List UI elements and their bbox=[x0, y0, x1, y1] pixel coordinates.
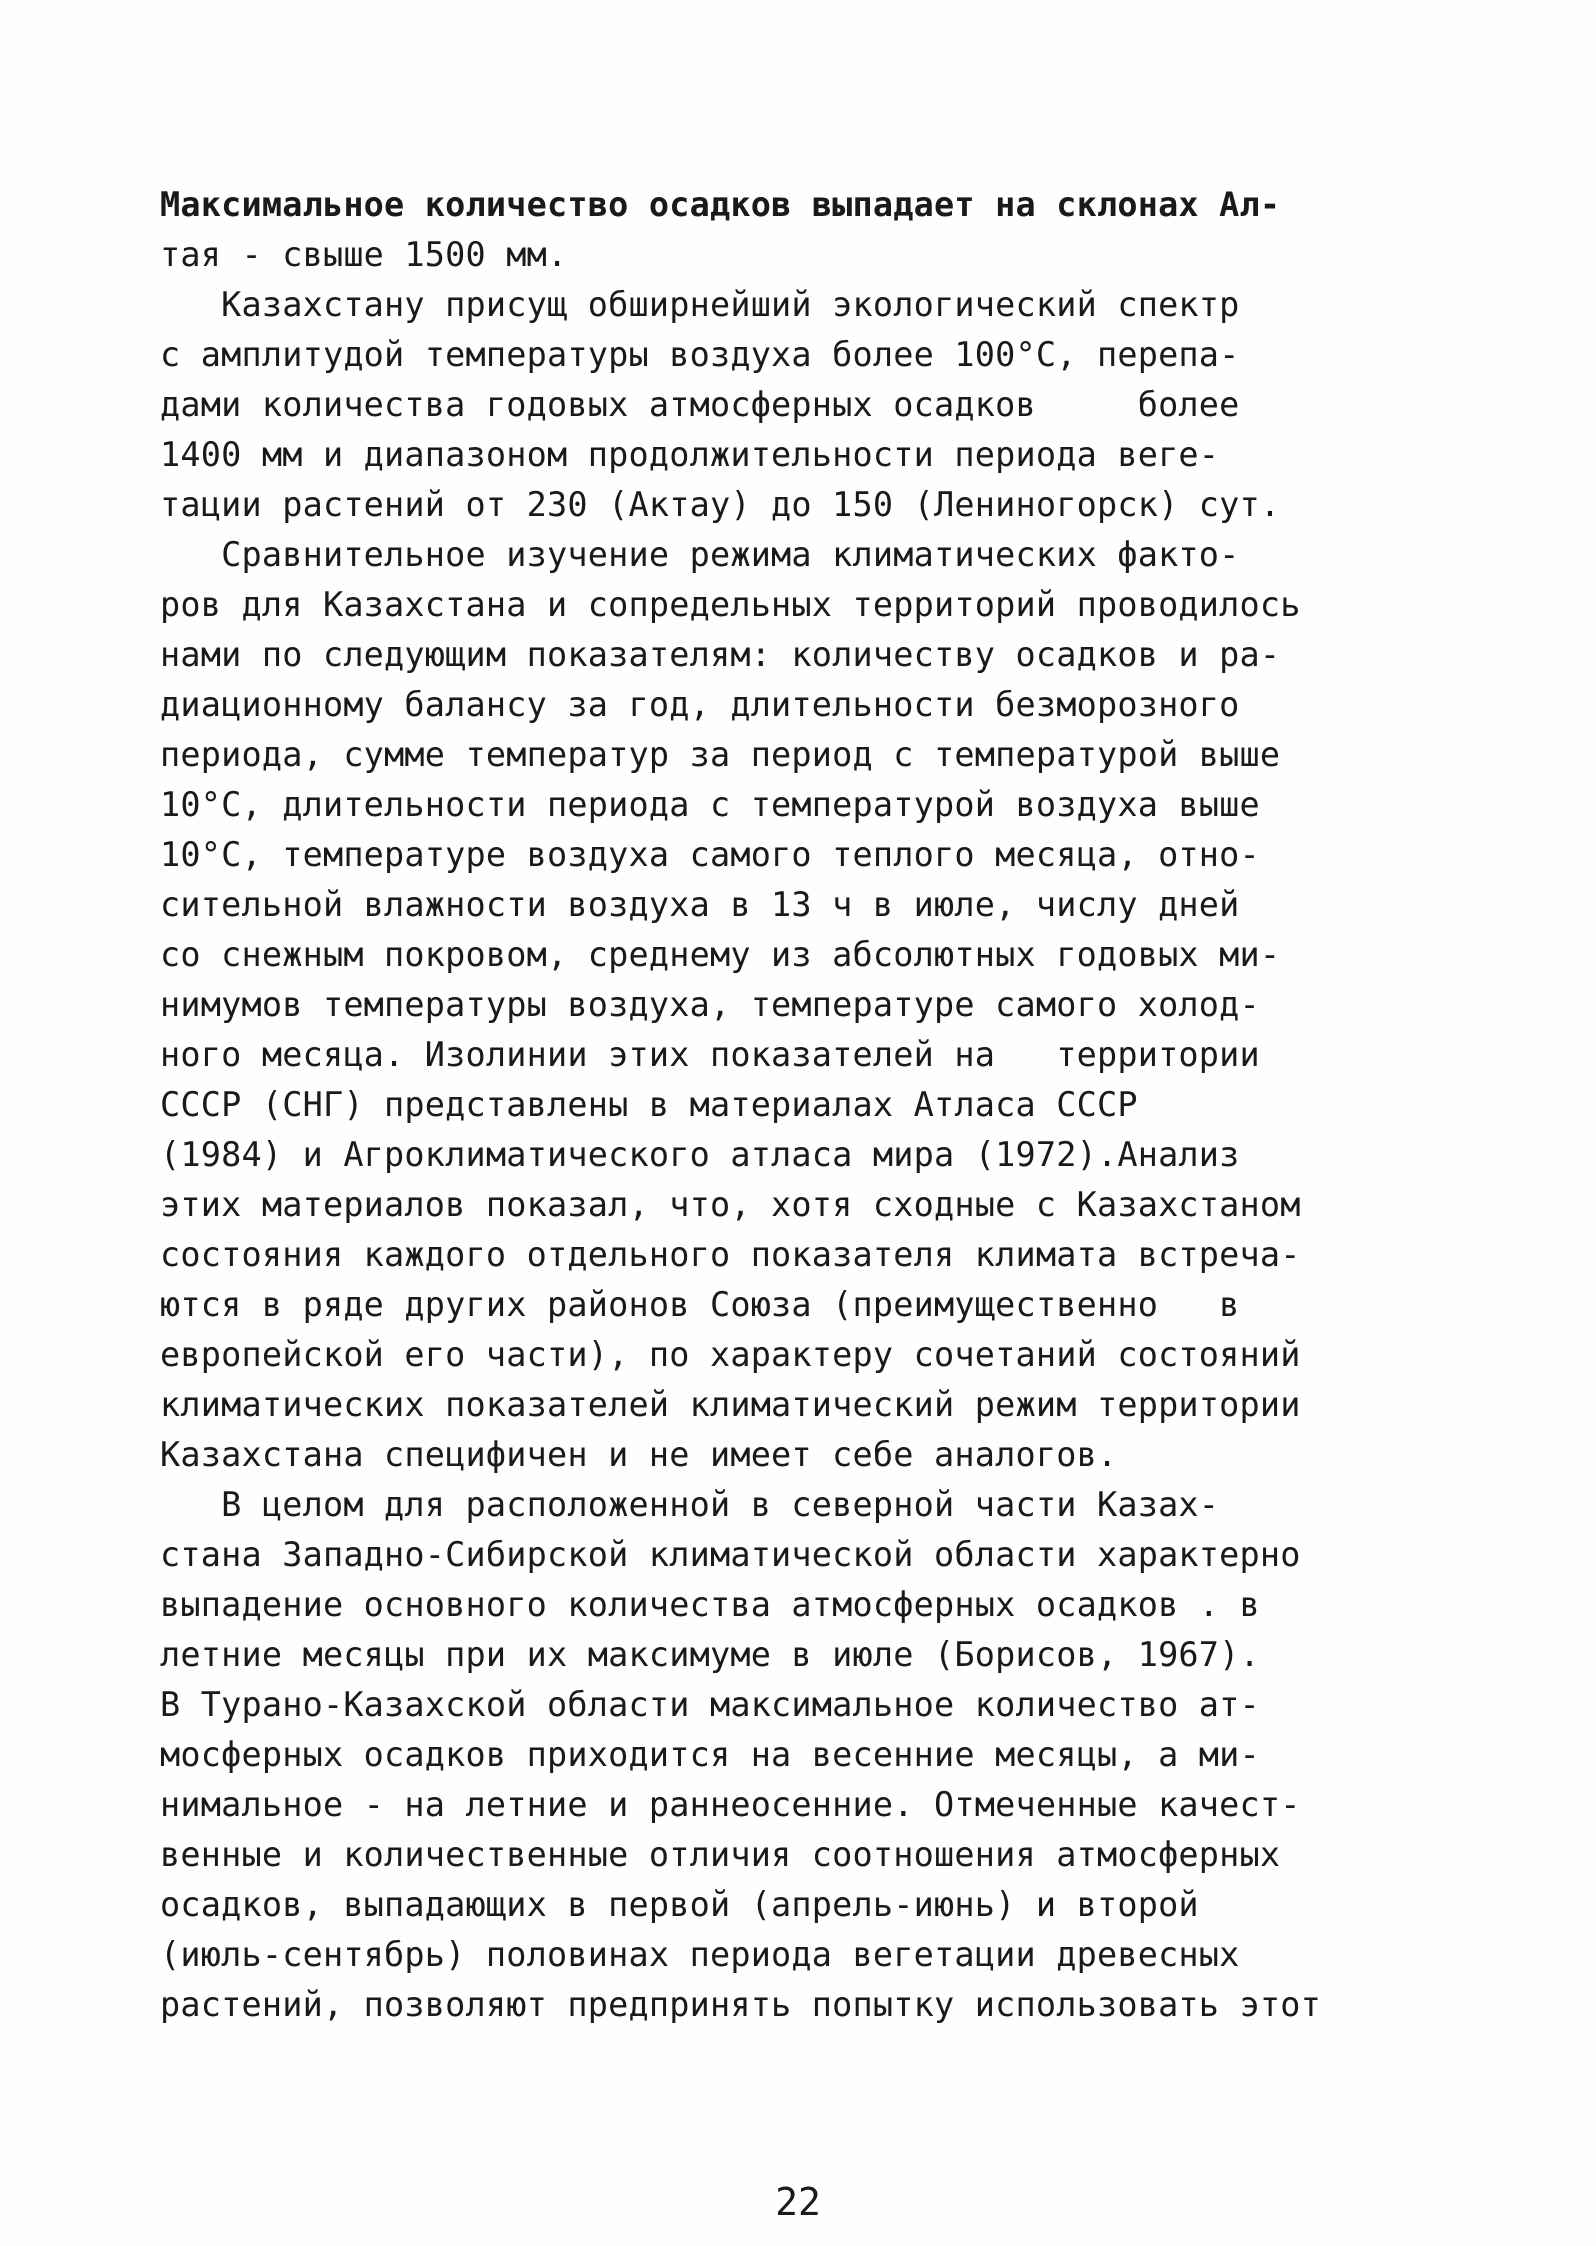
text-line: тая - свыше 1500 мм. bbox=[160, 235, 568, 274]
text-line: этих материалов показал, что, хотя сходные с Казахстаном bbox=[160, 1185, 1301, 1224]
text-line: Казахстана специфичен и не имеет себе аналогов. bbox=[160, 1435, 1118, 1474]
text-line: сительной влажности воздуха в 13 ч в июле, числу дней bbox=[160, 885, 1240, 924]
text-line: Максимальное количество осадков выпадает на склонах Ал- bbox=[160, 185, 1281, 224]
text-line: летние месяцы при их максимуме в июле (Борисов, 1967). bbox=[160, 1635, 1260, 1674]
text-line: венные и количественные отличия соотношения атмосферных bbox=[160, 1835, 1281, 1874]
text-line: нимумов температуры воздуха, температуре самого холод- bbox=[160, 985, 1260, 1024]
text-line: ются в ряде других районов Союза (преимущественно в bbox=[160, 1285, 1240, 1324]
text-line: тации растений от 230 (Актау) до 150 (Лениногорск) сут. bbox=[160, 485, 1281, 524]
text-line: В целом для расположенной в северной части Казах- bbox=[160, 1485, 1220, 1524]
text-line: нами по следующим показателям: количеству осадков и ра- bbox=[160, 635, 1281, 674]
text-line: состояния каждого отдельного показателя климата встреча- bbox=[160, 1235, 1301, 1274]
text-line: с амплитудой температуры воздуха более 100°С, перепа- bbox=[160, 335, 1240, 374]
text-line: периода, сумме температур за период с температурой выше bbox=[160, 735, 1281, 774]
text-line: европейской его части), по характеру сочетаний состояний bbox=[160, 1335, 1301, 1374]
text-line: мосферных осадков приходится на весенние месяцы, а ми- bbox=[160, 1735, 1260, 1774]
text-line: (июль-сентябрь) половинах периода вегетации древесных bbox=[160, 1935, 1240, 1974]
text-line: 1400 мм и диапазоном продолжительности периода веге- bbox=[160, 435, 1220, 474]
text-line: диационному балансу за год, длительности безморозного bbox=[160, 685, 1240, 724]
text-line: дами количества годовых атмосферных осадков более bbox=[160, 385, 1240, 424]
text-line: растений, позволяют предпринять попытку использовать этот bbox=[160, 1985, 1322, 2024]
text-line: стана Западно-Сибирской климатической области характерно bbox=[160, 1535, 1301, 1574]
text-line: 10°С, длительности периода с температурой воздуха выше bbox=[160, 785, 1260, 824]
text-line: СССР (СНГ) представлены в материалах Атласа СССР bbox=[160, 1085, 1138, 1124]
text-line: В Турано-Казахской области максимальное количество ат- bbox=[160, 1685, 1260, 1724]
text-line: нимальное - на летние и раннеосенние. Отмеченные качест- bbox=[160, 1785, 1301, 1824]
text-line: Сравнительное изучение режима климатических факто- bbox=[160, 535, 1240, 574]
text-line: ров для Казахстана и сопредельных территорий проводилось bbox=[160, 585, 1301, 624]
text-line: климатических показателей климатический режим территории bbox=[160, 1385, 1301, 1424]
text-line: выпадение основного количества атмосферных осадков . в bbox=[160, 1585, 1260, 1624]
body-text bbox=[160, 180, 1480, 2030]
text-line: со снежным покровом, среднему из абсолютных годовых ми- bbox=[160, 935, 1281, 974]
text-line: ного месяца. Изолинии этих показателей на территории bbox=[160, 1035, 1260, 1074]
text-line: (1984) и Агроклиматического атласа мира (1972).Анализ bbox=[160, 1135, 1240, 1174]
page-number: 22 bbox=[775, 2180, 821, 2224]
text-line: 10°С, температуре воздуха самого теплого месяца, отно- bbox=[160, 835, 1260, 874]
text-line: Казахстану присущ обширнейший экологический спектр bbox=[160, 285, 1240, 324]
text-line: осадков, выпадающих в первой (апрель-июнь) и второй bbox=[160, 1885, 1199, 1924]
